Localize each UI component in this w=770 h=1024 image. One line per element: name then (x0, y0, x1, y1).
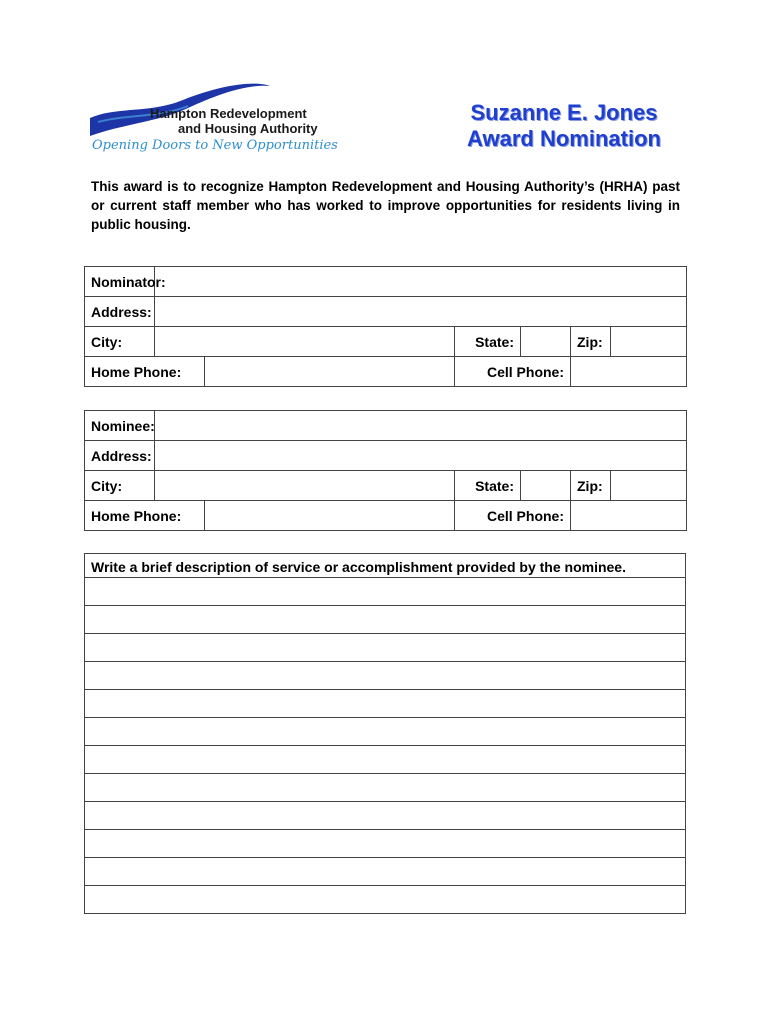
nominee-state-label: State: (455, 471, 521, 501)
nominee-city-field[interactable] (155, 471, 455, 501)
nominator-address-label: Address: (85, 297, 155, 327)
logo-tagline: Opening Doors to New Opportunities (92, 138, 338, 153)
nominee-zip-field[interactable] (611, 471, 687, 501)
nominator-state-label: State: (455, 327, 521, 357)
title-line2: Award Nomination (467, 126, 661, 151)
nominator-zip-label: Zip: (571, 327, 611, 357)
nominee-home-phone-label: Home Phone: (85, 501, 205, 531)
nominator-home-phone-field[interactable] (205, 357, 455, 387)
nominee-label: Nominee: (85, 411, 155, 441)
nominator-cell-phone-field[interactable] (571, 357, 687, 387)
logo-line2: and Housing Authority (178, 121, 318, 136)
nominee-zip-label: Zip: (571, 471, 611, 501)
nominee-address-label: Address: (85, 441, 155, 471)
description-line[interactable] (85, 830, 685, 858)
nominee-city-label: City: (85, 471, 155, 501)
description-line[interactable] (85, 662, 685, 690)
description-line[interactable] (85, 606, 685, 634)
description-line[interactable] (85, 858, 685, 886)
description-line[interactable] (85, 718, 685, 746)
description-line[interactable] (85, 774, 685, 802)
description-line[interactable] (85, 746, 685, 774)
description-line[interactable] (85, 802, 685, 830)
nominator-cell-phone-label: Cell Phone: (455, 357, 571, 387)
nominee-address-field[interactable] (155, 441, 687, 471)
nominator-field[interactable] (155, 267, 687, 297)
nominee-cell-phone-field[interactable] (571, 501, 687, 531)
nominator-home-phone-label: Home Phone: (85, 357, 205, 387)
description-line[interactable] (85, 690, 685, 718)
logo-line1: Hampton Redevelopment (150, 106, 307, 121)
intro-paragraph: This award is to recognize Hampton Redevelopment and Housing Authority’s (HRHA) past or current staff member who has worked to improve opportunities for residents living in public housing. (91, 179, 680, 232)
nominator-label: Nominator: (85, 267, 155, 297)
nominator-zip-field[interactable] (611, 327, 687, 357)
nominee-table (84, 410, 687, 531)
nominator-state-field[interactable] (521, 327, 571, 357)
title-line1: Suzanne E. Jones (470, 100, 658, 125)
nominator-city-field[interactable] (155, 327, 455, 357)
description-line[interactable] (85, 578, 685, 606)
description-box (84, 553, 686, 914)
nominator-city-label: City: (85, 327, 155, 357)
nominee-field[interactable] (155, 411, 687, 441)
nominee-cell-phone-label: Cell Phone: (455, 501, 571, 531)
nominee-state-field[interactable] (521, 471, 571, 501)
award-title (449, 100, 679, 152)
nominator-table (84, 266, 687, 387)
hrha-logo (88, 78, 348, 158)
description-line[interactable] (85, 886, 685, 913)
description-heading: Write a brief description of service or accomplishment provided by the nominee. (85, 554, 685, 578)
nominator-address-field[interactable] (155, 297, 687, 327)
description-line[interactable] (85, 634, 685, 662)
nominee-home-phone-field[interactable] (205, 501, 455, 531)
